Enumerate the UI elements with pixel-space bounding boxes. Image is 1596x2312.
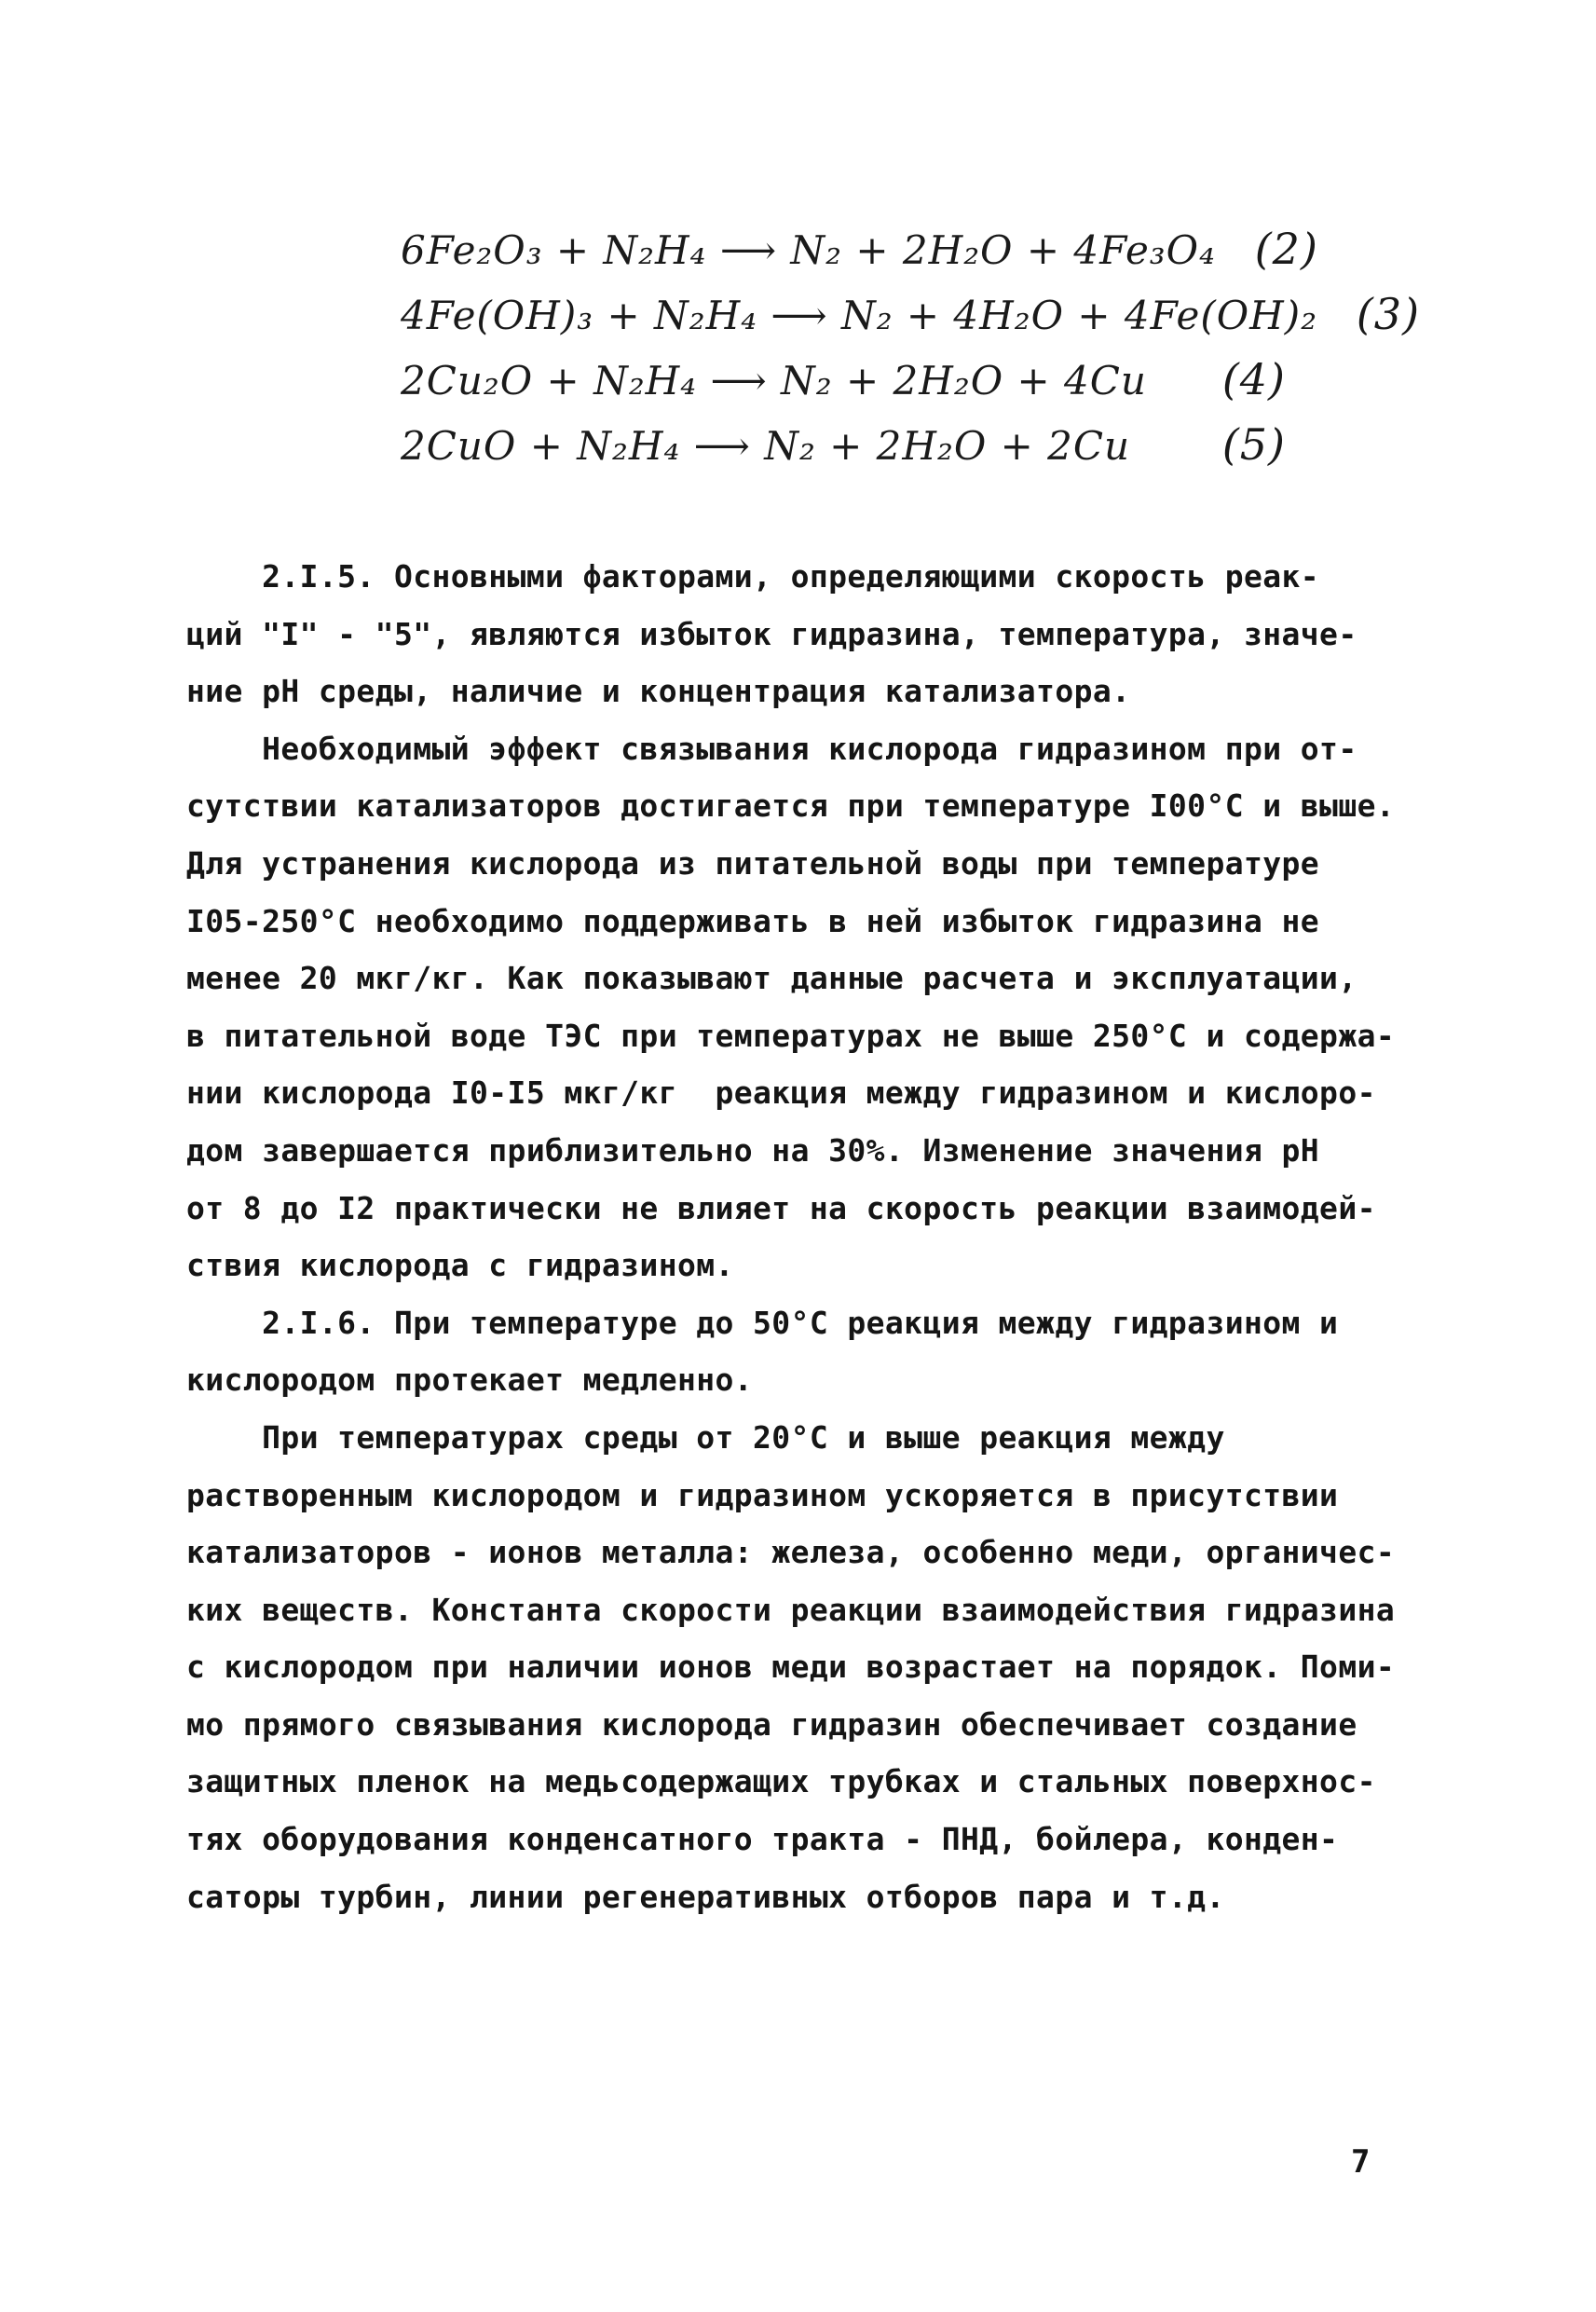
text-line: При температурах среды от 20°C и выше реакция между	[186, 1418, 1225, 1456]
equation-row	[401, 224, 1318, 289]
text-line: ствия кислорода с гидразином.	[186, 1247, 734, 1284]
equation-formula: 2Cu₂O + N₂H₄ ⟶ N₂ + 2H₂O + 4Cu	[401, 358, 1147, 404]
text-line: дом завершается приблизительно на 30%. Изменение значения pH	[186, 1131, 1320, 1169]
text-line: ких веществ. Константа скорости реакции взаимодействия гидразина	[186, 1591, 1396, 1628]
equation-row	[401, 354, 1286, 419]
equation-formula: 2CuO + N₂H₄ ⟶ N₂ + 2H₂O + 2Cu	[401, 423, 1131, 469]
text-line: саторы турбин, линии регенеративных отборов пара и т.д.	[186, 1878, 1225, 1915]
equation-number: (4)	[1221, 354, 1286, 404]
text-line: I05-250°C необходимо поддерживать в ней избыток гидразина не	[186, 902, 1320, 939]
text-line: растворенным кислородом и гидразином ускоряется в присутствии	[186, 1476, 1339, 1513]
text-line: катализаторов - ионов металла: железа, особенно меди, органичес-	[186, 1534, 1396, 1571]
text-line: менее 20 мкг/кг. Как показывают данные расчета и эксплуатации,	[186, 960, 1357, 997]
text-line: ций "I" - "5", являются избыток гидразина, температура, значе-	[186, 615, 1357, 652]
text-line: защитных пленок на медьсодержащих трубках и стальных поверхнос-	[186, 1763, 1376, 1800]
equation-formula: 4Fe(OH)₃ + N₂H₄ ⟶ N₂ + 4H₂O + 4Fe(OH)₂	[401, 293, 1318, 338]
text-line: нии кислорода I0-I5 мкг/кг реакция между гидразином и кислоро-	[186, 1074, 1376, 1112]
text-line: Для устранения кислорода из питательной воды при температуре	[186, 844, 1320, 882]
text-line: в питательной воде ТЭС при температурах не выше 250°C и содержа-	[186, 1017, 1396, 1054]
text-line: кислородом протекает медленно.	[186, 1361, 754, 1399]
equations-block	[401, 224, 1421, 485]
text-line: тях оборудования конденсатного тракта - ПНД, бойлера, конден-	[186, 1821, 1339, 1858]
text-line: с кислородом при наличии ионов меди возрастает на порядок. Поми-	[186, 1648, 1396, 1686]
text-line: мо прямого связывания кислорода гидразин обеспечивает создание	[186, 1705, 1357, 1743]
equation-formula: 6Fe₂O₃ + N₂H₄ ⟶ N₂ + 2H₂O + 4Fe₃O₄	[401, 227, 1216, 273]
text-line: от 8 до I2 практически не влияет на скорость реакции взаимодей-	[186, 1189, 1376, 1226]
equation-number: (2)	[1254, 224, 1318, 274]
text-line: 2.I.6. При температуре до 50°C реакция между гидразином и	[186, 1304, 1339, 1341]
text-line: 2.I.5. Основными факторами, определяющими скорость реак-	[186, 558, 1320, 595]
page-number: 7	[1351, 2143, 1371, 2181]
body-text	[186, 548, 1453, 1925]
equation-number: (5)	[1221, 419, 1286, 470]
equation-row	[401, 419, 1286, 485]
equation-number: (3)	[1356, 289, 1421, 339]
text-line: Необходимый эффект связывания кислорода гидразином при от-	[186, 730, 1357, 767]
equation-row	[401, 289, 1421, 354]
text-line: ние pH среды, наличие и концентрация катализатора.	[186, 673, 1131, 710]
text-line: сутствии катализаторов достигается при температуре I00°C и выше.	[186, 787, 1396, 825]
